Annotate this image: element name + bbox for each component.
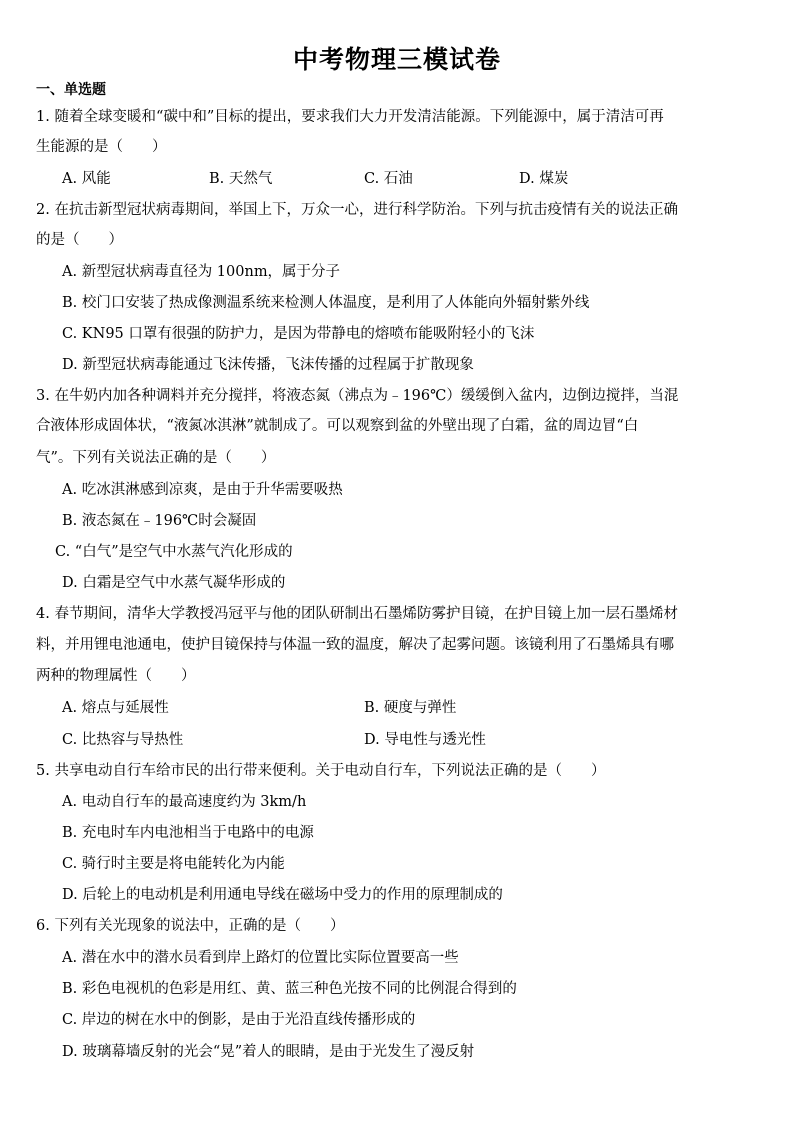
option-b: B. 硬度与弹性	[364, 700, 457, 716]
page-title: 中考物理三模试卷	[292, 45, 501, 74]
question-stem-line: 料，并用锂电池通电，使护目镜保持与体温一致的温度，解决了起雾问题。该镜利用了石墨烯具有哪	[36, 637, 674, 653]
option-a: A. 电动自行车的最高速度约为 3km/h	[62, 794, 307, 810]
question-stem-line: 4. 春节期间，清华大学教授冯冠平与他的团队研制出石墨烯防雾护目镜，在护目镜上加一层石墨烯材	[36, 606, 678, 622]
option-c: C. “白气”是空气中水蒸气汽化形成的	[55, 544, 293, 560]
option-d: D. 煤炭	[519, 171, 569, 187]
option-c: C. 比热容与导热性	[62, 732, 184, 748]
question-stem-line: 的是（ ）	[36, 232, 123, 248]
option-a: A. 风能	[62, 171, 111, 187]
question-stem-line: 生能源的是（ ）	[36, 139, 167, 155]
option-a: A. 新型冠状病毒直径为 100nm，属于分子	[62, 264, 341, 280]
option-d: D. 白霜是空气中水蒸气凝华形成的	[62, 575, 286, 591]
question-stem-line: 1. 随着全球变暖和“碳中和”目标的提出，要求我们大力开发清洁能源。下列能源中，属于清洁可再	[36, 109, 664, 125]
question-stem-line: 两种的物理属性（ ）	[36, 668, 196, 684]
question-stem-line: 气”。下列有关说法正确的是（ ）	[36, 450, 276, 466]
question-stem-line: 5. 共享电动自行车给市民的出行带来便利。关于电动自行车，下列说法正确的是（ ）	[36, 763, 606, 779]
option-b: B. 液态氮在﹣196℃时会凝固	[62, 513, 257, 529]
option-c: C. KN95 口罩有很强的防护力，是因为带静电的熔喷布能吸附轻小的飞沫	[62, 326, 535, 342]
section-heading: 一、单选题	[36, 82, 106, 98]
option-c: C. 岸边的树在水中的倒影，是由于光沿直线传播形成的	[62, 1012, 416, 1028]
option-d: D. 导电性与透光性	[364, 732, 486, 748]
question-stem-line: 2. 在抗击新型冠状病毒期间，举国上下，万众一心，进行科学防治。下列与抗击疫情有关的说法正确	[36, 202, 678, 218]
question-stem-line: 6. 下列有关光现象的说法中，正确的是（ ）	[36, 918, 345, 934]
question-stem-line: 3. 在牛奶内加各种调料并充分搅拌，将液态氮（沸点为﹣196℃）缓缓倒入盆内，边倒边搅拌，当混	[36, 388, 679, 404]
option-a: A. 潜在水中的潜水员看到岸上路灯的位置比实际位置要高一些	[62, 950, 459, 966]
question-stem-line: 合液体形成固体状，“液氮冰淇淋”就制成了。可以观察到盆的外壁出现了白霜，盆的周边冒“白	[36, 418, 639, 434]
option-a: A. 吃冰淇淋感到凉爽，是由于升华需要吸热	[62, 482, 343, 498]
option-a: A. 熔点与延展性	[62, 700, 169, 716]
option-c: C. 石油	[364, 171, 413, 187]
option-b: B. 天然气	[209, 171, 273, 187]
option-b: B. 彩色电视机的色彩是用红、黄、蓝三种色光按不同的比例混合得到的	[62, 981, 517, 997]
option-d: D. 后轮上的电动机是利用通电导线在磁场中受力的作用的原理制成的	[62, 887, 503, 903]
option-d: D. 新型冠状病毒能通过飞沫传播，飞沫传播的过程属于扩散现象	[62, 357, 474, 373]
option-b: B. 充电时车内电池相当于电路中的电源	[62, 825, 314, 841]
option-c: C. 骑行时主要是将电能转化为内能	[62, 856, 285, 872]
option-b: B. 校门口安装了热成像测温系统来检测人体温度，是利用了人体能向外辐射紫外线	[62, 295, 590, 311]
option-d: D. 玻璃幕墙反射的光会“晃”着人的眼睛，是由于光发生了漫反射	[62, 1044, 475, 1060]
